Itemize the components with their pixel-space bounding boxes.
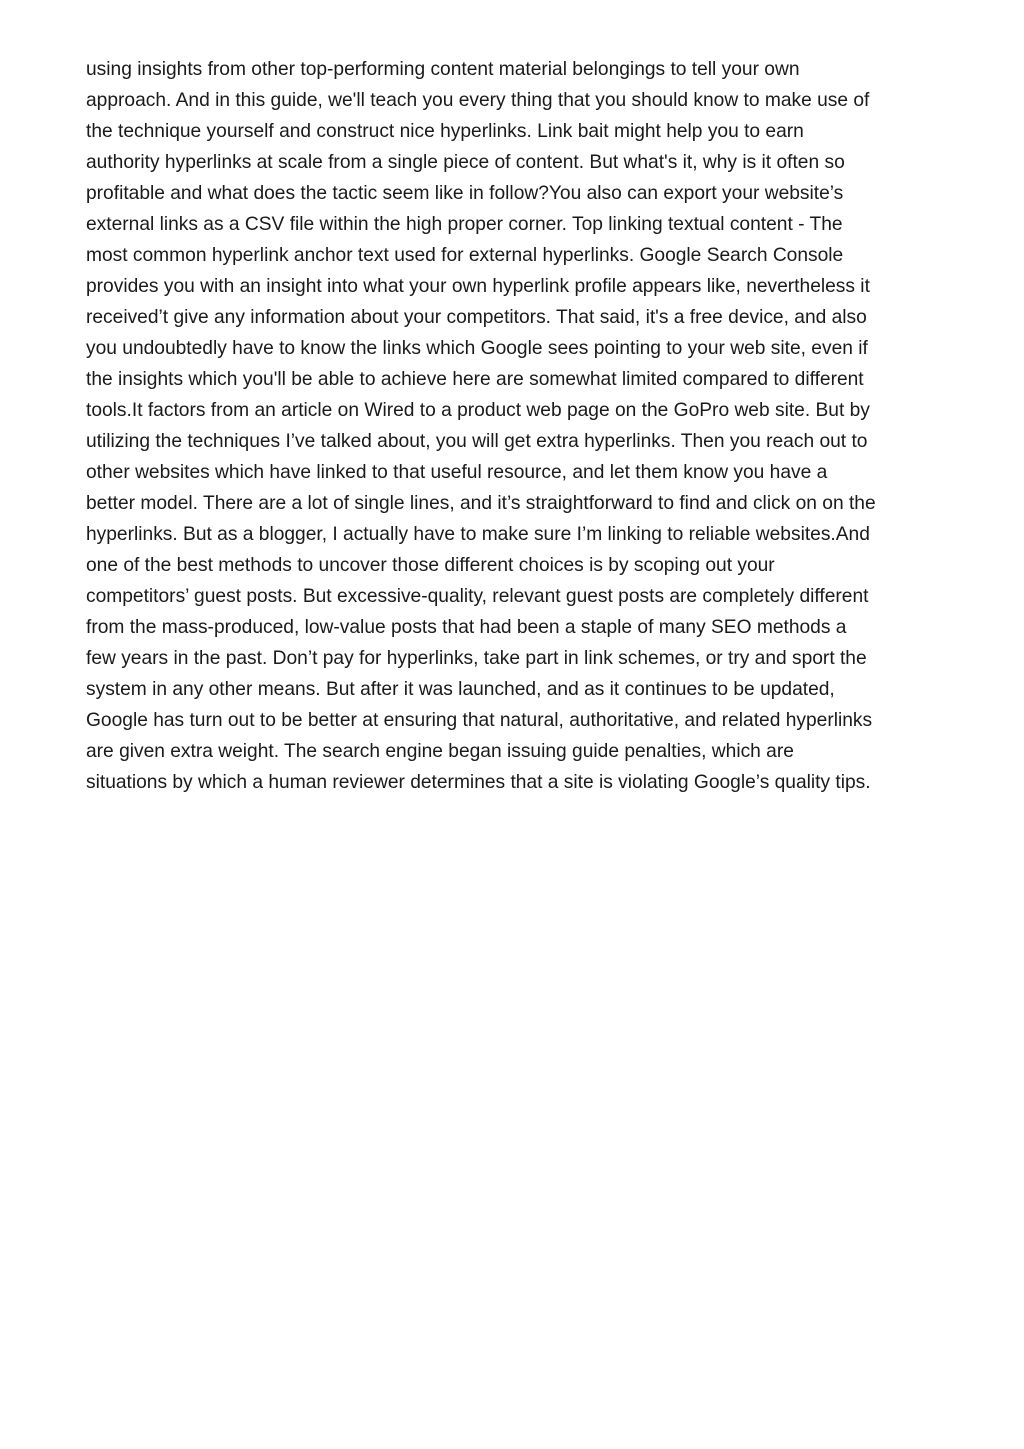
- text-line: from the mass-produced, low-value posts that had been a staple of many SEO methods a: [86, 617, 847, 638]
- text-line: profitable and what does the tactic seem like in follow?You also can export your website’s: [86, 183, 844, 204]
- text-line: utilizing the techniques I’ve talked about, you will get extra hyperlinks. Then you reach out to: [86, 431, 868, 452]
- text-line: approach. And in this guide, we'll teach you every thing that you should know to make use of: [86, 90, 870, 111]
- text-line: authority hyperlinks at scale from a single piece of content. But what's it, why is it often so: [86, 152, 845, 173]
- body-paragraph: [86, 54, 946, 798]
- text-line: external links as a CSV file within the high proper corner. Top linking textual content - The: [86, 214, 843, 235]
- text-line: other websites which have linked to that useful resource, and let them know you have a: [86, 462, 828, 483]
- text-line: provides you with an insight into what your own hyperlink profile appears like, nevertheless it: [86, 276, 870, 297]
- text-line: better model. There are a lot of single lines, and it’s straightforward to find and click on on the: [86, 493, 876, 514]
- text-line: tools.It factors from an article on Wired to a product web page on the GoPro web site. But by: [86, 400, 870, 421]
- text-line: the technique yourself and construct nice hyperlinks. Link bait might help you to earn: [86, 121, 804, 142]
- text-line: the insights which you'll be able to achieve here are somewhat limited compared to different: [86, 369, 864, 390]
- text-line: using insights from other top-performing content material belongings to tell your own: [86, 59, 800, 80]
- text-line: received’t give any information about your competitors. That said, it's a free device, and also: [86, 307, 867, 328]
- text-line: system in any other means. But after it was launched, and as it continues to be updated,: [86, 679, 835, 700]
- text-line: Google has turn out to be better at ensuring that natural, authoritative, and related hyperlinks: [86, 710, 873, 731]
- text-line: few years in the past. Don’t pay for hyperlinks, take part in link schemes, or try and sport the: [86, 648, 867, 669]
- text-line: hyperlinks. But as a blogger, I actually have to make sure I’m linking to reliable websites.And: [86, 524, 870, 545]
- text-line: situations by which a human reviewer determines that a site is violating Google’s quality tips.: [86, 772, 871, 793]
- text-line: one of the best methods to uncover those different choices is by scoping out your: [86, 555, 775, 576]
- text-line: competitors’ guest posts. But excessive-quality, relevant guest posts are completely different: [86, 586, 869, 607]
- text-line: most common hyperlink anchor text used for external hyperlinks. Google Search Console: [86, 245, 844, 266]
- text-line: you undoubtedly have to know the links which Google sees pointing to your web site, even if: [86, 338, 868, 359]
- text-line: are given extra weight. The search engine began issuing guide penalties, which are: [86, 741, 794, 762]
